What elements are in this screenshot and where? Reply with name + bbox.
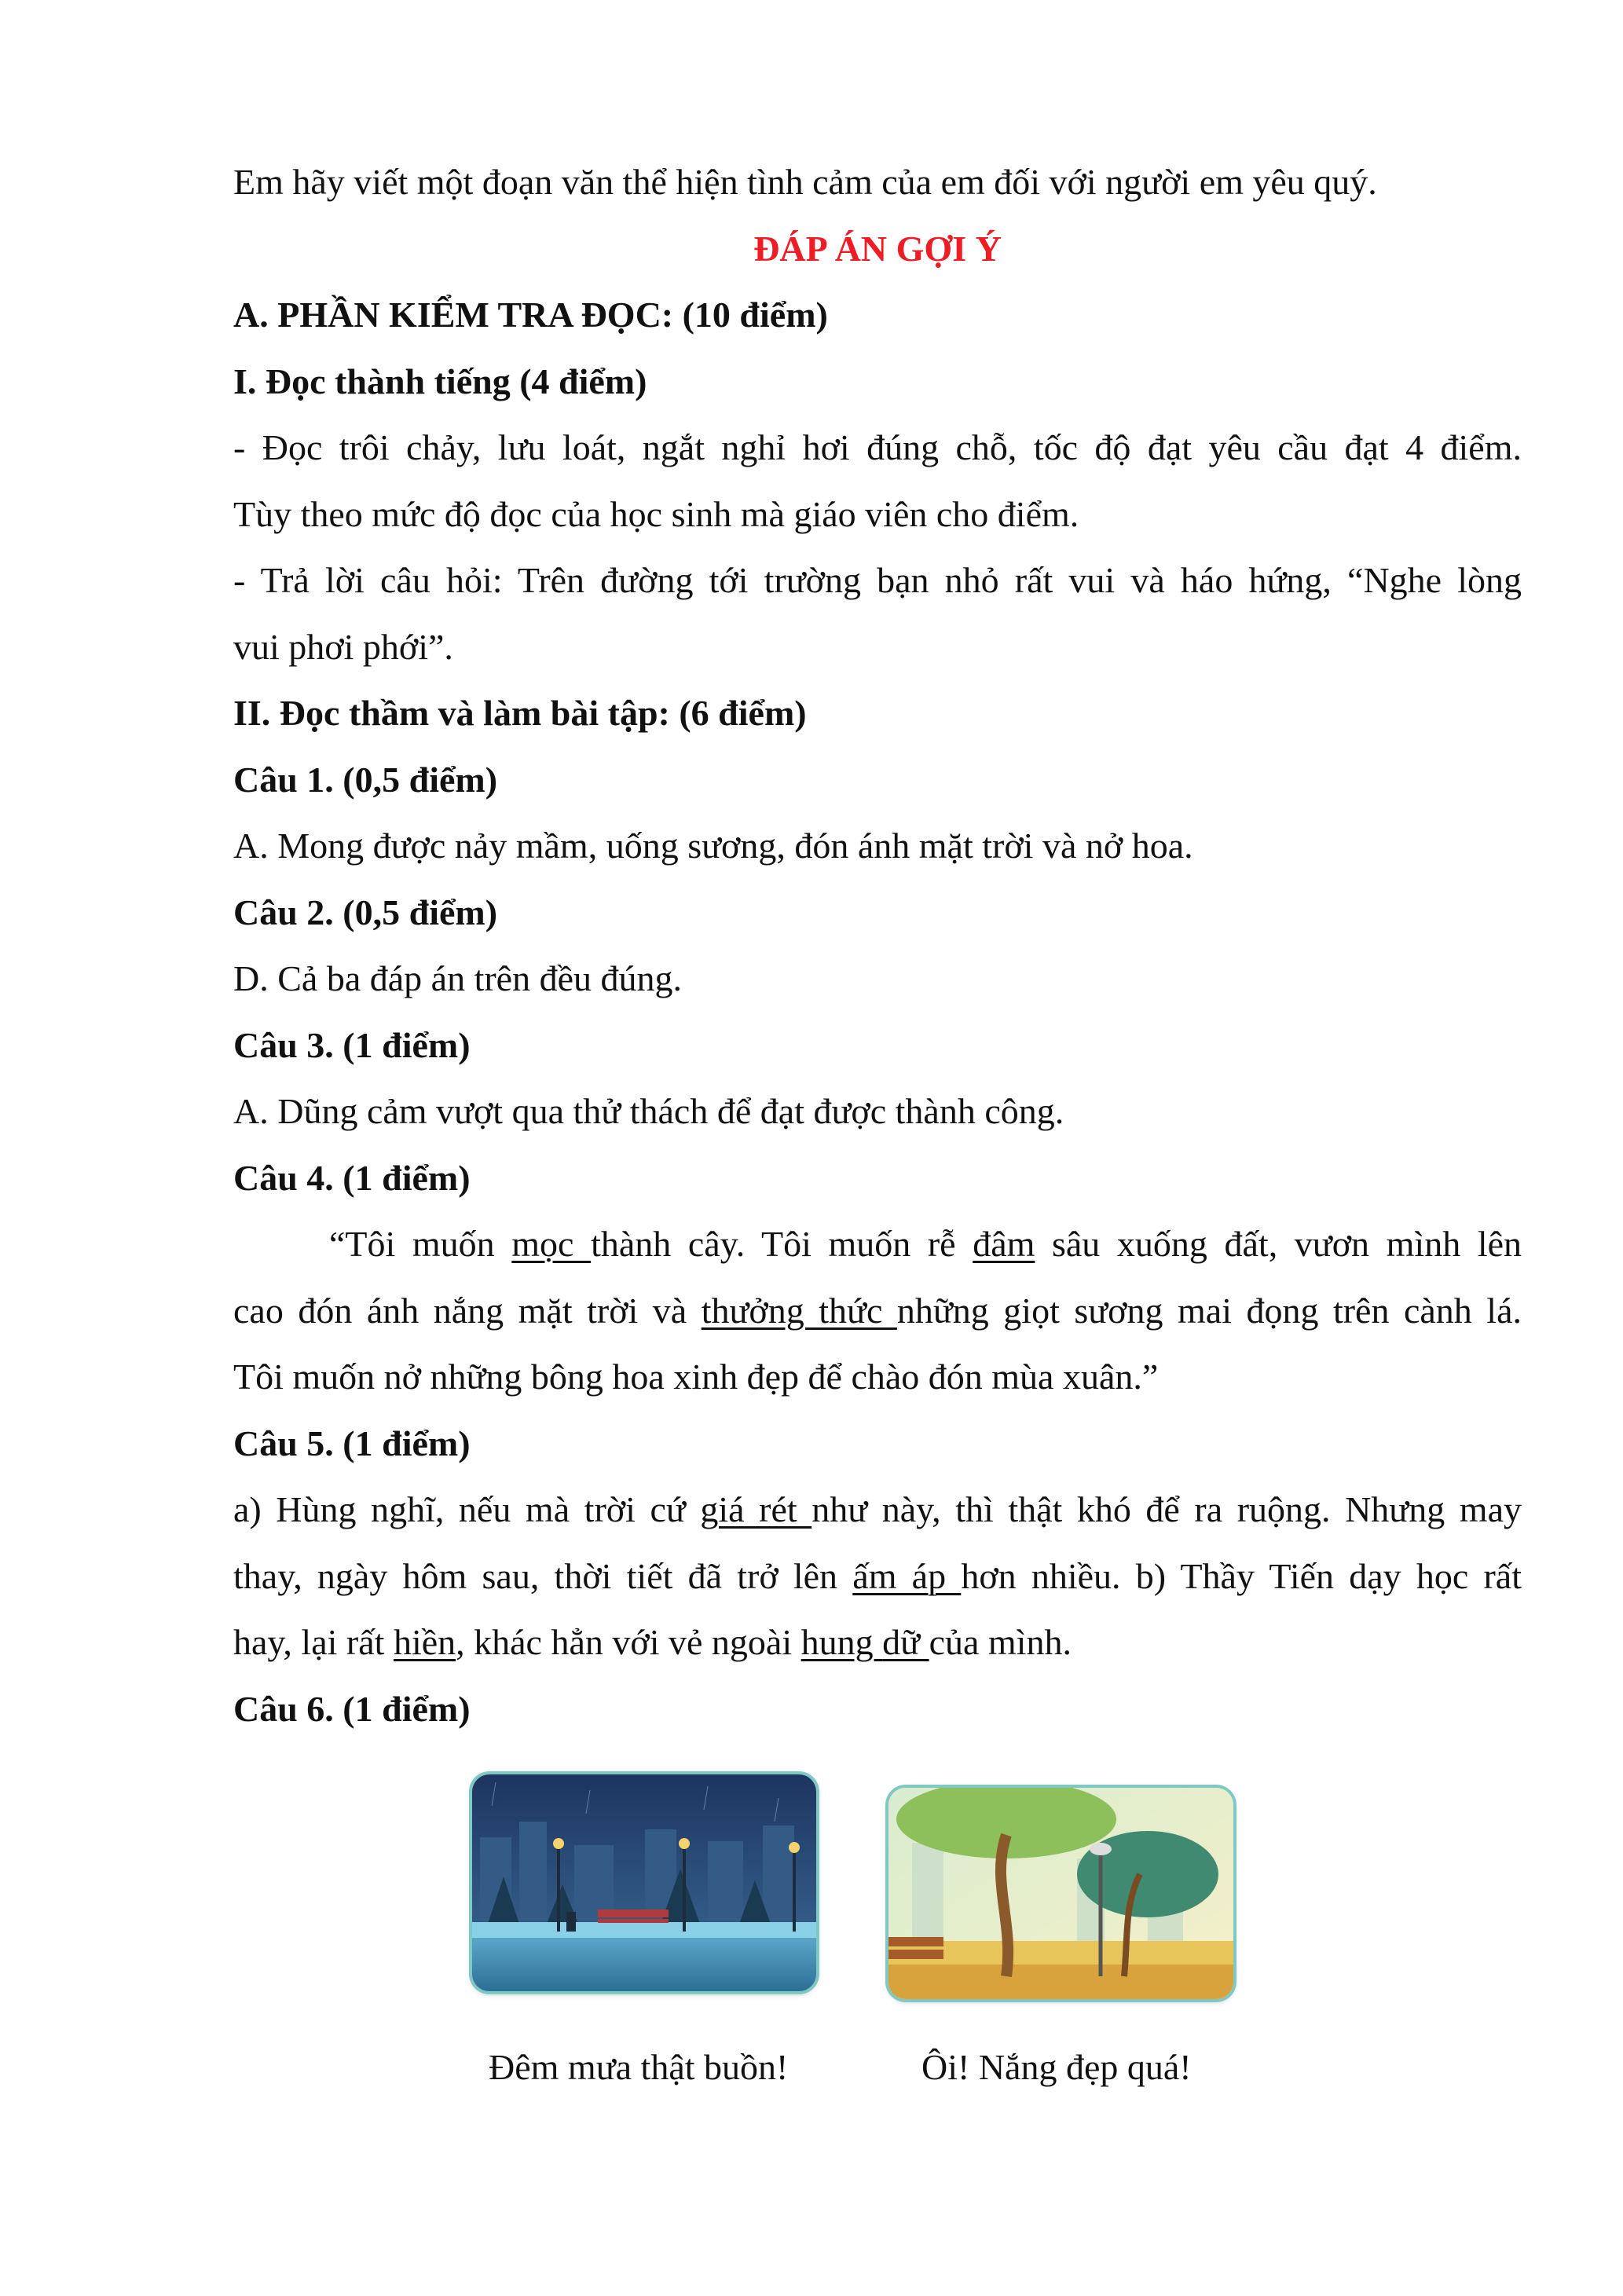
text-segment: như này, thì thật khó để ra ruộng. Nhưng may: [812, 1489, 1522, 1529]
sunny-park-picture: [888, 1788, 1233, 1999]
question-5-line: [233, 1543, 1522, 1610]
underlined-word: hiền: [393, 1622, 456, 1662]
text-segment: của mình.: [929, 1622, 1072, 1662]
question-2-heading: Câu 2. (0,5 điểm): [233, 892, 498, 932]
section-a-heading: A. PHẦN KIỂM TRA ĐỌC: (10 điểm): [233, 295, 828, 335]
underlined-word: giá rét: [700, 1489, 812, 1529]
underlined-word: hung: [801, 1622, 883, 1662]
underlined-word: dữ: [882, 1622, 929, 1662]
question-4-line: [233, 1211, 1522, 1278]
question-2-answer: D. Cả ba đáp án trên đều đúng.: [233, 958, 683, 998]
text-segment: những giọt sương mai đọng trên cành lá.: [896, 1290, 1522, 1331]
question-3-heading: Câu 3. (1 điểm): [233, 1024, 471, 1065]
rainy-night-picture: [472, 1774, 816, 1991]
answer-title: ĐÁP ÁN GỢI Ý: [753, 228, 1002, 269]
question-1-answer: A. Mong được nảy mầm, uống sương, đón ánh mặt trời và nở hoa.: [233, 826, 1193, 866]
part1-text-line: Tùy theo mức độ đọc của học sinh mà giáo viên cho điểm.: [233, 493, 1079, 534]
text-segment: sâu xuống đất, vươn mình lên: [1035, 1224, 1522, 1264]
question-5-line: [233, 1609, 1522, 1676]
text-segment: thay, ngày hôm sau, thời tiết đã trở lên: [233, 1555, 853, 1596]
question-4-heading: Câu 4. (1 điểm): [233, 1157, 471, 1198]
part1-text-line: vui phơi phới”.: [233, 626, 453, 667]
text-segment: a) Hùng nghĩ, nếu mà trời cứ: [233, 1489, 701, 1529]
caption-rainy-night: Đêm mưa thật buồn!: [489, 2047, 789, 2087]
question-4-line: [233, 1278, 1522, 1345]
underlined-word: mọc: [511, 1224, 592, 1264]
text-segment: , khác hẳn với vẻ ngoài: [456, 1622, 801, 1662]
part1-heading: I. Đọc thành tiếng (4 điểm): [233, 361, 647, 401]
question-6-heading: Câu 6. (1 điểm): [233, 1688, 471, 1729]
answer-document: [233, 149, 1522, 1742]
underlined-word: thưởng thức: [701, 1290, 897, 1331]
text-segment: cao đón ánh nắng mặt trời và: [233, 1290, 702, 1331]
question-5-line: [233, 1477, 1522, 1543]
underlined-word: ấm áp: [852, 1555, 962, 1596]
part2-heading: II. Đọc thầm và làm bài tập: (6 điểm): [233, 693, 807, 733]
question-5-heading: Câu 5. (1 điểm): [233, 1423, 471, 1463]
text-segment: hay, lại rất: [233, 1622, 394, 1662]
underlined-word: đâm: [973, 1224, 1035, 1264]
part1-text-line: - Trả lời câu hỏi: Trên đường tới trường bạn nhỏ rất vui và háo hứng, “Nghe lòng: [233, 560, 1522, 600]
part1-text-line: - Đọc trôi chảy, lưu loát, ngắt nghỉ hơi đúng chỗ, tốc độ đạt yêu cầu đạt 4 điểm.: [233, 427, 1522, 467]
writing-prompt: Em hãy viết một đoạn văn thể hiện tình cảm của em đối với người em yêu quý.: [233, 162, 1377, 202]
text-segment: Tôi muốn nở những bông hoa xinh đẹp để chào đón mùa xuân.”: [233, 1357, 1159, 1397]
caption-sunny-day: Ôi! Nắng đẹp quá!: [921, 2047, 1192, 2087]
text-segment: thành cây. Tôi muốn rễ: [591, 1224, 973, 1264]
question-4-line: [233, 1344, 1522, 1411]
text-segment: hơn nhiều. b) Thầy Tiến dạy học rất: [961, 1555, 1522, 1596]
question-3-answer: A. Dũng cảm vượt qua thử thách để đạt được thành công.: [233, 1091, 1064, 1131]
text-segment: “Tôi muốn: [329, 1224, 512, 1264]
question-1-heading: Câu 1. (0,5 điểm): [233, 759, 498, 800]
